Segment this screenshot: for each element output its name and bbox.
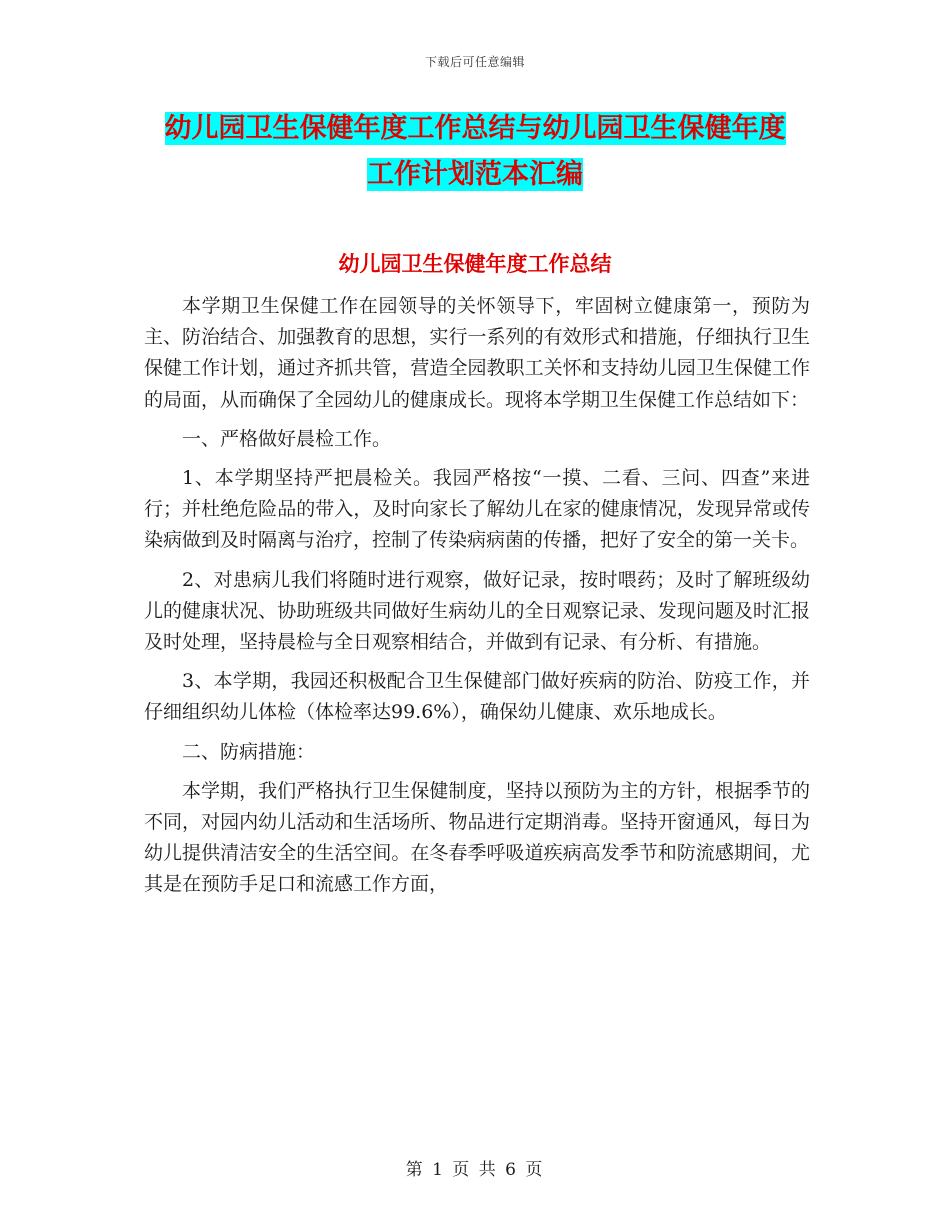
document-body bbox=[144, 291, 810, 901]
section-title: 幼儿园卫生保健年度工作总结 bbox=[338, 251, 612, 276]
paragraph: 二、防病措施： bbox=[182, 740, 316, 763]
title-line-2: 工作计划范本汇编 bbox=[367, 159, 583, 190]
title-line-1: 幼儿园卫生保健年度工作总结与幼儿园卫生保健年度 bbox=[164, 113, 786, 144]
header-note: 下载后可任意编辑 bbox=[424, 55, 525, 69]
page-number: 第 1 页 共 6 页 bbox=[405, 1160, 545, 1180]
paragraph: 本学期卫生保健工作在园领导的关怀领导下，牢固树立健康第一，预防为主、防治结合、加强教育的思想，实行一系列的有效形式和措施，仔细执行卫生保健工作计划，通过齐抓共管，营造全园教职工关怀和支持幼儿园卫生保健工作的局面，从而确保了全园幼儿的健康成长。现将本学期卫生保健工作总结如下： bbox=[144, 295, 810, 411]
paragraph: 2、对患病儿我们将随时进行观察，做好记录，按时喂药；及时了解班级幼儿的健康状况、协助班级共同做好生病幼儿的全日观察记录、发现问题及时汇报及时处理，坚持晨检与全日观察相结合，并做到有记录、有分析、有措施。 bbox=[144, 568, 810, 654]
paragraph: 本学期，我们严格执行卫生保健制度，坚持以预防为主的方针，根据季节的不同，对园内幼儿活动和生活场所、物品进行定期消毒。坚持开窗通风，每日为幼儿提供清洁安全的生活空间。在冬春季呼吸道疾病高发季节和防流感期间，尤其是在预防手足口和流感工作方面， bbox=[144, 779, 810, 896]
paragraph: 1、本学期坚持严把晨检关。我园严格按“一摸、二看、三问、四查”来进行；并杜绝危险品的带入，及时向家长了解幼儿在家的健康情况，发现异常或传染病做到及时隔离与治疗，控制了传染病病菌的传播，把好了安全的第一关卡。 bbox=[144, 467, 810, 552]
document-title bbox=[145, 106, 805, 198]
paragraph: 一、严格做好晨检工作。 bbox=[182, 427, 392, 450]
paragraph: 3、本学期，我园还积极配合卫生保健部门做好疾病的防治、防疫工作，并仔细组织幼儿体检（体检率达99.6%），确保幼儿健康、欢乐地成长。 bbox=[144, 670, 810, 724]
